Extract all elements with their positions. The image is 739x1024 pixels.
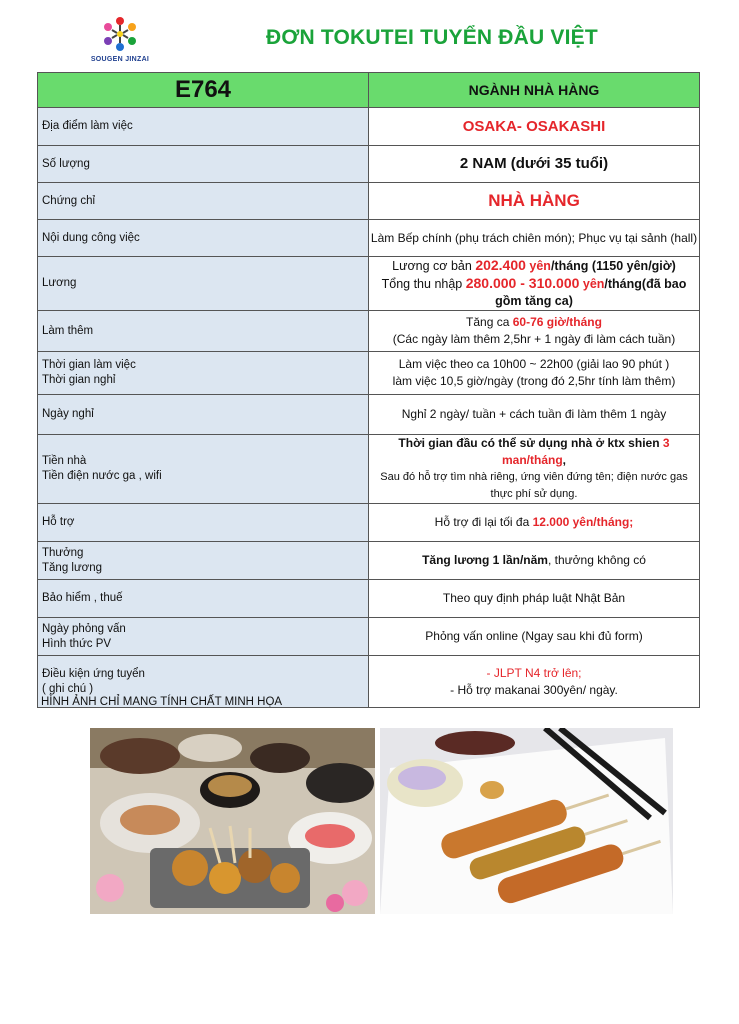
table-row [38, 542, 700, 580]
row-label-line: Thời gian nghỉ [42, 374, 116, 386]
salary-value [369, 257, 700, 311]
logo-brand: SOUGEN JINZAI [90, 56, 150, 63]
row-label-line: Tiền nhà [42, 455, 87, 467]
page-title: ĐƠN TOKUTEI TUYỂN ĐẦU VIỆT [266, 26, 598, 49]
table-row [38, 395, 700, 435]
row-label-line: ( ghi chú ) [42, 682, 94, 695]
base-salary: 202.400 [475, 257, 526, 273]
overtime-hours: 60-76 giờ/tháng [512, 315, 602, 329]
insurance-value: Theo quy định pháp luật Nhật Bản [369, 580, 700, 618]
row-label-line: Thời gian làm việc [42, 359, 136, 371]
row-label-line: Ngày phỏng vấn [42, 622, 126, 635]
interview-value: Phỏng vấn online (Ngay sau khi đủ form) [369, 618, 700, 656]
worktime-line: Làm việc theo ca 10h00 ~ 22h00 (giải lao 90 phút ) [398, 357, 670, 371]
condition-makanai: - Hỗ trợ makanai 300yên/ ngày. [450, 682, 618, 697]
holiday-value: Nghỉ 2 ngày/ tuần + cách tuần đi làm thêm 1 ngày [369, 395, 700, 435]
row-label: Số lượng [38, 146, 369, 183]
table-row [38, 183, 700, 220]
overtime-text: Tăng ca [466, 315, 513, 329]
housing-note: Sau đó hỗ trợ tìm nhà riêng, ứng viên đứng tên; điện nước gas thực phí sử dụng. [380, 471, 688, 500]
bonus-value [369, 542, 700, 580]
support-amount: 12.000 yên/tháng; [532, 515, 634, 529]
row-label: Chứng chỉ [38, 183, 369, 220]
salary-unit: yên [525, 259, 551, 273]
table-row [38, 435, 700, 504]
certificate-value: NHÀ HÀNG [488, 190, 580, 210]
sector-title: NGÀNH NHÀ HÀNG [369, 73, 700, 108]
row-label-line: Tiền điện nước ga , wifi [42, 470, 162, 482]
table-row [38, 257, 700, 311]
bonus-text: , thưởng không có [547, 553, 646, 567]
row-label-line: Thưởng [42, 546, 84, 559]
row-label [38, 618, 369, 656]
salary-text: Tổng thu nhập [381, 277, 466, 291]
food-photo-spread [90, 728, 375, 914]
table-header-row [38, 73, 700, 108]
row-label-line: Điều kiện ứng tuyển [42, 667, 145, 680]
salary-text: Lương cơ bản [392, 259, 476, 273]
table-row [38, 146, 700, 183]
quantity-value: 2 NAM (dưới 35 tuổi) [459, 155, 609, 172]
location-value: OSAKA- OSAKASHI [462, 117, 606, 135]
row-label [38, 542, 369, 580]
illustration-note: HÌNH ẢNH CHỈ MANG TÍNH CHẤT MINH HỌA [41, 696, 283, 708]
people-circle-icon [80, 10, 160, 58]
table-row [38, 108, 700, 146]
salary-text: /tháng (1150 yên/giờ) [550, 259, 676, 273]
housing-value [369, 435, 700, 504]
table-row [38, 618, 700, 656]
housing-cost: 3 man/tháng [501, 436, 670, 467]
conditions-value [369, 656, 700, 708]
row-label: Lương [38, 257, 369, 311]
row-label [38, 352, 369, 395]
row-label: Địa điểm làm việc [38, 108, 369, 146]
housing-text: , [562, 453, 566, 467]
row-label: Nội dung công việc [38, 220, 369, 257]
table-row [38, 352, 700, 395]
worktime-line: làm việc 10,5 giờ/ngày (trong đó 2,5hr tính làm thêm) [392, 374, 676, 388]
job-code: E764 [38, 73, 369, 108]
salary-text: /tháng(đã bao gồm tăng ca) [495, 277, 687, 308]
table-row [38, 504, 700, 542]
row-label: Làm thêm [38, 311, 369, 352]
table-row [38, 580, 700, 618]
total-income: 280.000 - 310.000 [465, 275, 580, 291]
table-row [38, 311, 700, 352]
row-label [38, 435, 369, 504]
raise-text: Tăng lương 1 lần/năm [422, 553, 548, 567]
row-label: Hỗ trợ [38, 504, 369, 542]
row-label-line: Hình thức PV [42, 637, 112, 650]
job-value: Làm Bếp chính (phụ trách chiên món); Phục vụ tại sảnh (hall) [369, 220, 700, 257]
table-row [38, 220, 700, 257]
overtime-note: (Các ngày làm thêm 2,5hr + 1 ngày đi làm cách tuần) [392, 332, 676, 346]
company-logo [80, 10, 160, 68]
row-label: Ngày nghỉ [38, 395, 369, 435]
row-label: Bảo hiểm , thuế [38, 580, 369, 618]
support-text: Hỗ trợ đi lại tối đa [434, 515, 533, 529]
overtime-value [369, 311, 700, 352]
row-label-line: Tăng lương [42, 561, 102, 574]
support-value [369, 504, 700, 542]
condition-jlpt: - JLPT N4 trở lên; [486, 665, 582, 680]
housing-text: Thời gian đầu có thể sử dụng nhà ở ktx shien [398, 436, 663, 450]
food-photo-kushikatsu [380, 728, 673, 914]
job-info-table [37, 72, 700, 708]
worktime-value [369, 352, 700, 395]
salary-unit: yên [579, 277, 605, 291]
